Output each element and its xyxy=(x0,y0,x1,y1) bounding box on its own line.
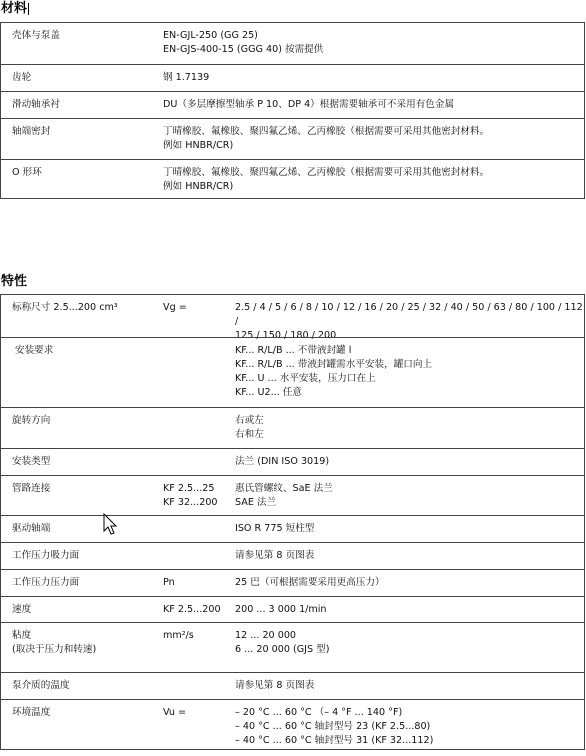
row-label: 齿轮 xyxy=(12,72,32,83)
row-value: KF... R/L/B ... 不带液封罐 l KF... R/L/B ... 带液封罐需水平安装，罐口向上 KF... U ... 水平安装，压力口在上 KF... U2... 任意 xyxy=(235,345,433,398)
row-value: ISO R 775 短柱型 xyxy=(235,523,315,534)
row-value: 200 ... 3 000 1/min xyxy=(235,604,327,615)
row-value: 请参见第 8 页图表 xyxy=(235,680,315,691)
table-row xyxy=(1,407,584,448)
row-symbol: mm²/s xyxy=(163,630,194,641)
mouse-pointer-icon xyxy=(103,513,119,537)
row-label: 驱动轴端 xyxy=(12,523,51,534)
row-symbol: Vg = xyxy=(163,302,187,313)
properties-heading: 特性 xyxy=(1,274,28,289)
row-label: 安装要求 xyxy=(15,345,54,356)
row-value: 右或左 右和左 xyxy=(235,415,264,440)
row-symbol: KF 2.5...25 KF 32...200 xyxy=(163,483,218,508)
row-value: 法兰 (DIN ISO 3019) xyxy=(235,456,330,467)
table-row xyxy=(1,569,584,596)
row-label: 环境温度 xyxy=(12,707,51,718)
row-value: 12 ... 20 000 6 ... 20 000 (GJS 型) xyxy=(235,630,330,655)
row-label: 工作压力压力面 xyxy=(12,577,80,588)
row-label: 粘度 (取决于压力和转速) xyxy=(12,630,97,655)
row-label: 旋转方向 xyxy=(12,415,51,426)
row-symbol: Pn xyxy=(163,577,175,588)
table-row xyxy=(1,515,584,542)
materials-heading: 材料 xyxy=(1,1,28,16)
row-label: 管路连接 xyxy=(12,483,51,494)
table-row xyxy=(1,542,584,569)
row-value: DU（多层摩擦型轴承 P 10、DP 4）根据需要轴承可不采用有色金属 xyxy=(163,99,455,110)
row-value: EN-GJL-250 (GG 25) EN-GJS-400-15 (GGG 40) 按需提供 xyxy=(163,30,324,55)
table-row xyxy=(1,118,584,159)
row-label: O 形环 xyxy=(12,167,42,178)
row-value: 2.5 / 4 / 5 / 6 / 8 / 10 / 12 / 16 / 20 / 25 / 32 / 40 / 50 / 63 / 80 / 100 / 112 / 125 / 150 / 180 / 200 xyxy=(235,302,583,341)
row-value: 25 巴（可根据需要采用更高压力） xyxy=(235,577,385,588)
table-row xyxy=(1,448,584,475)
table-row xyxy=(1,23,584,64)
row-value: – 20 °C ... 60 °C （– 4 °F ... 140 °F) – 40 °C ... 60 °C 轴封型号 23 (KF 2.5...80) – 40 °C ... 60 °C 轴封型号 31 (KF 32...112) xyxy=(235,707,434,746)
row-label: 速度 xyxy=(12,604,32,615)
row-label: 滑动轴承衬 xyxy=(12,99,60,110)
row-value: 钢 1.7139 xyxy=(163,72,210,83)
text-cursor-icon xyxy=(28,3,29,15)
row-symbol: Vu = xyxy=(163,707,187,718)
table-row xyxy=(1,596,584,622)
row-symbol: KF 2.5...200 xyxy=(163,604,221,615)
row-label: 壳体与泵盖 xyxy=(12,30,60,41)
row-label: 安装类型 xyxy=(12,456,51,467)
row-label: 轴端密封 xyxy=(12,126,51,137)
table-row xyxy=(1,91,584,118)
row-value: 丁晴橡胶、氟橡胶、聚四氟乙烯、乙丙橡胶（根据需要可采用其他密封材料。 例如 HNBR/CR) xyxy=(163,126,490,151)
table-row xyxy=(1,622,584,672)
table-row xyxy=(1,159,584,198)
table-row xyxy=(1,475,584,515)
table-row xyxy=(1,64,584,91)
table-row xyxy=(1,672,584,699)
materials-table xyxy=(0,22,585,199)
row-value: 丁晴橡胶、氟橡胶、聚四氟乙烯、乙丙橡胶（根据需要可采用其他密封材料。 例如 HNBR/CR) xyxy=(163,167,490,192)
row-label: 工作压力吸力面 xyxy=(12,550,80,561)
table-row xyxy=(1,295,584,341)
table-row xyxy=(1,337,584,407)
table-row xyxy=(1,699,584,749)
row-value: 惠氏管螺纹、SaE 法兰 SAE 法兰 xyxy=(235,483,333,508)
row-label: 标称尺寸 2.5...200 cm³ xyxy=(12,302,118,313)
row-label: 泵介质的温度 xyxy=(12,680,70,691)
properties-table xyxy=(0,294,585,750)
row-value: 请参见第 8 页图表 xyxy=(235,550,315,561)
